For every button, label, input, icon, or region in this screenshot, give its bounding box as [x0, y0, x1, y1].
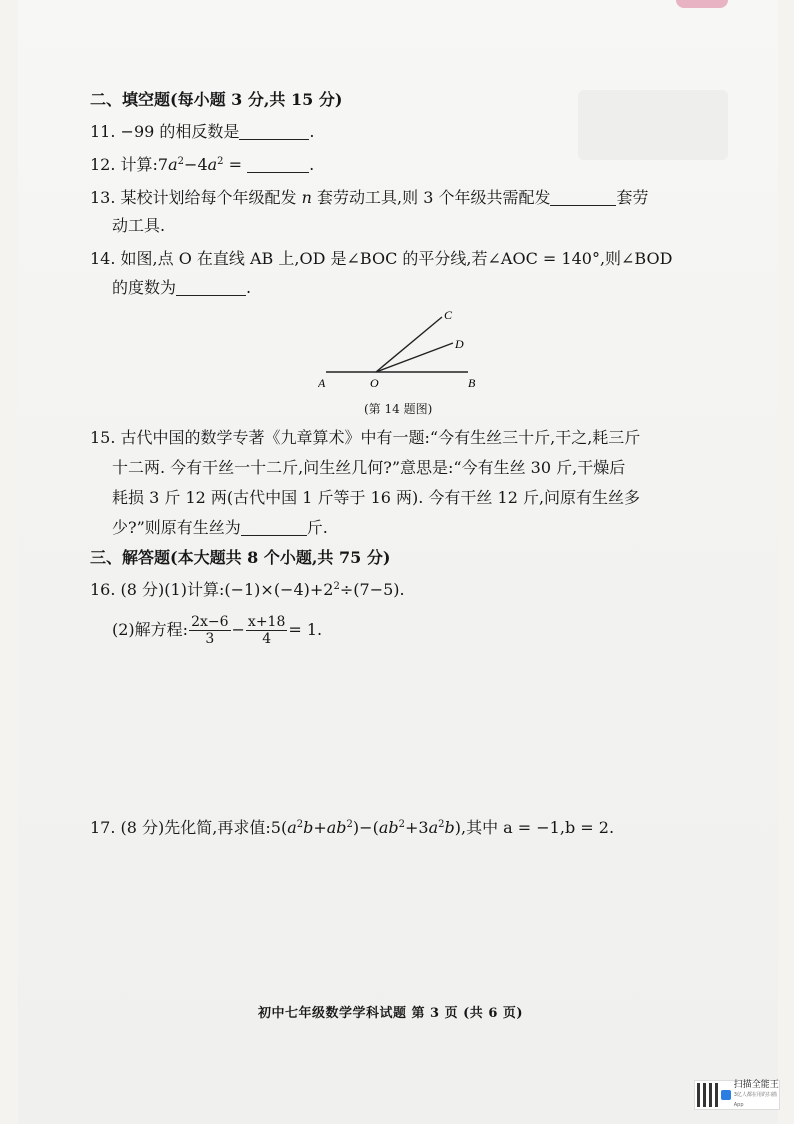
question-16-part1: 16. (8 分)(1)计算$:(-1)\times(-4)+2^2\div(7-5)$. [90, 580, 405, 599]
badge-title: 扫描全能王 [733, 1080, 779, 1090]
corner-mark [676, 0, 728, 8]
label-o: O [370, 376, 379, 390]
answer-blank-14[interactable] [176, 279, 246, 296]
answer-blank-11[interactable] [239, 123, 309, 140]
question-12: 12. 计算$:7a^2-4a^2$ = . [90, 155, 315, 174]
ray-od [376, 343, 453, 372]
answer-blank-13[interactable] [550, 189, 616, 206]
question-14: 14. 如图,点 O 在直线 AB 上,OD 是∠BOC 的平分线,若∠AOC = 140°,则∠BOD [90, 249, 673, 268]
label-c: C [444, 308, 453, 322]
figure-caption: (第 14 题图) [364, 402, 433, 416]
label-a: A [318, 376, 326, 390]
section-3-title: 三、解答题(本大题共 8 个小题,共 75 分) [90, 548, 391, 567]
question-15-line2: 十二两. 今有干丝一十二斤,问生丝几何?”意思是:“今有生丝 30 斤,干燥后 [112, 458, 626, 477]
question-11: 11. −99 的相反数是 . [90, 122, 315, 141]
bleed-through-shadow [578, 90, 728, 160]
answer-blank-15[interactable] [241, 519, 307, 536]
question-16-part2: (2)解方程: $\frac{2x-6}{3}$ − $\frac{x+18}{4}$ = 1. [112, 614, 323, 647]
angle-figure [318, 305, 498, 397]
qr-code-icon [697, 1083, 718, 1107]
question-15-line4: 少?”则原有生丝为 斤. [112, 518, 328, 537]
question-13: 13. 某校计划给每个年级配发 n 套劳动工具,则 3 个年级共需配发 套劳 [90, 188, 649, 207]
scanner-app-badge [694, 1080, 780, 1110]
fraction-1: $\frac{2x-6}{3}$ [191, 614, 229, 647]
page-footer: 初中七年级数学学科试题 第 3 页 (共 6 页) [258, 1006, 524, 1021]
exam-page [18, 0, 778, 1124]
cs-logo-icon [721, 1090, 731, 1100]
ray-oc [376, 317, 442, 372]
section-2-title: 二、填空题(每小题 3 分,共 15 分) [90, 90, 343, 109]
question-13-cont: 动工具. [112, 216, 166, 235]
fraction-2: $\frac{x+18}{4}$ [247, 614, 286, 647]
question-14-cont: 的度数为 . [112, 278, 252, 297]
label-d: D [455, 337, 464, 351]
answer-blank-12[interactable] [247, 156, 309, 173]
question-15: 15. 古代中国的数学专著《九章算术》中有一题:“今有生丝三十斤,干之,耗三斤 [90, 428, 641, 447]
label-b: B [468, 376, 476, 390]
question-17: 17. (8 分)先化简,再求值$:5(a^2b+ab^2)-(ab^2+3a^2b)$,其中 a = −1,b = 2. [90, 818, 615, 837]
badge-subtitle: 3亿人都在用的扫描App [733, 1092, 777, 1108]
question-15-line3: 耗损 3 斤 12 两(古代中国 1 斤等于 16 两). 今有干丝 12 斤,问原有生丝多 [112, 488, 641, 507]
